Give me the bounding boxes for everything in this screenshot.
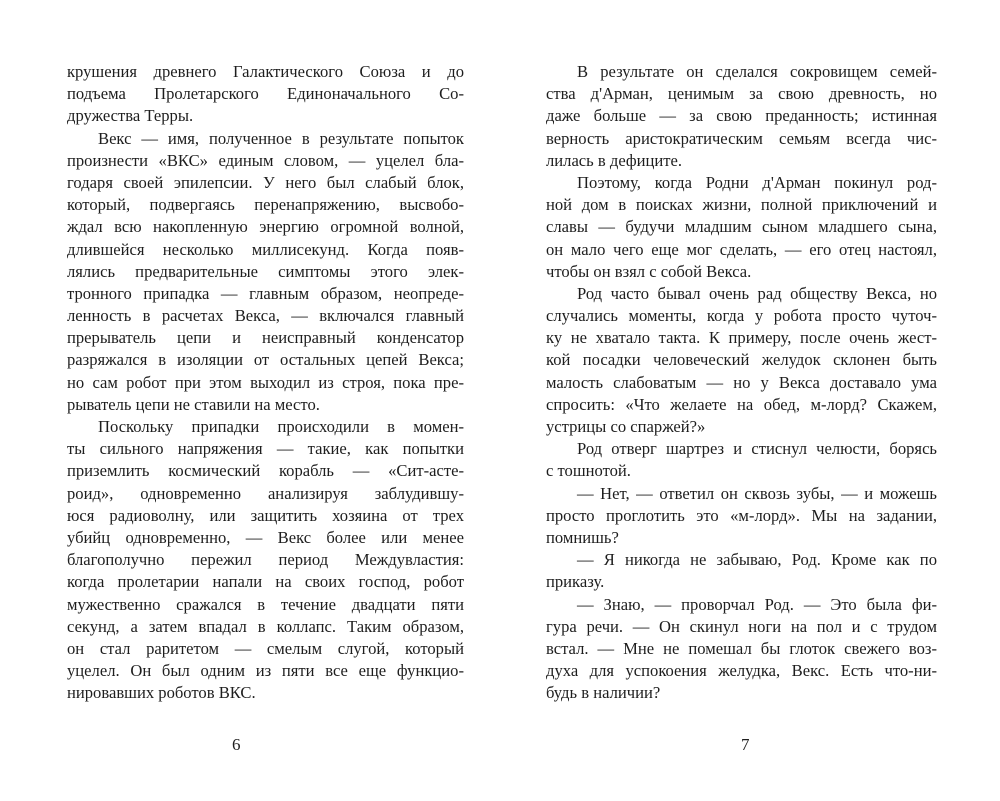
paragraph (67, 128, 464, 416)
text-line: он стал раритетом — смелым слугой, который (67, 638, 464, 658)
text-line: ства д'Арман, ценимым за свою древность, но (546, 84, 937, 104)
paragraph (546, 594, 937, 705)
text-line: ку не хватало такта. К примеру, после очень жест- (546, 328, 937, 348)
text-line: даже больше — за свою преданность; истинная (546, 106, 937, 126)
paragraph (546, 61, 937, 172)
text-line: тронного припадка — главным образом, неопреде- (67, 283, 464, 303)
text-line: Поэтому, когда Родни д'Арман покинул род- (577, 172, 937, 192)
text-line: юся радиоволну, или защитить хозяина от трех (67, 505, 464, 525)
text-line: — Я никогда не забываю, Род. Кроме как по (577, 550, 937, 570)
text-line: с тошнотой. (546, 461, 631, 481)
text-line: устрицы со спаржей?» (546, 417, 706, 436)
text-line: крушения древнего Галактического Союза и до (67, 62, 464, 81)
text-line: приземлить космический корабль — «Сит-асте- (67, 461, 464, 481)
text-line: убийц одновременно, — Векс более или менее (67, 527, 464, 547)
text-line: благополучно пережил период Междувластия: (67, 550, 464, 570)
left-page-text (67, 61, 464, 704)
text-line: славы — будучи младшим сыном младшего сына, (546, 217, 937, 237)
text-line: — Знаю, — проворчал Род. — Это была фи- (577, 594, 937, 614)
text-line: разряжался в изоляции от остальных цепей Векса; (67, 350, 464, 370)
text-line: подъема Пролетарского Единоначального Со- (67, 84, 464, 104)
text-line: роид», одновременно анализируя заблудившу- (67, 483, 464, 503)
text-line: секунд, а затем впадал в коллапс. Таким образом, (67, 616, 464, 636)
text-line: уцелел. Он был одним из пяти все еще функцио- (67, 661, 464, 681)
text-line: ты сильного напряжения — такие, как попытки (67, 439, 464, 459)
text-line: ленность в расчетах Векса, — включался главный (67, 306, 464, 326)
paragraph (546, 483, 937, 550)
paragraph (67, 416, 464, 704)
paragraph (546, 549, 937, 593)
text-line: дружества Терры. (67, 106, 194, 126)
text-line: длившейся несколько миллисекунд. Когда появ- (67, 239, 464, 259)
text-line: годаря своей эпилепсии. У него был слабый блок, (67, 172, 464, 192)
text-line: прерыватель цепи и неисправный конденсатор (67, 328, 464, 348)
right-page-text (546, 61, 937, 704)
text-line: духа для успокоения желудка, Векс. Есть что-ни- (546, 661, 937, 681)
text-line: лилась в дефиците. (546, 150, 683, 170)
text-line: нировавших роботов ВКС. (67, 683, 256, 703)
text-line: рыватель цепи не ставили на место. (67, 394, 320, 414)
text-line: встал. — Мне не помешал бы глоток свежего воз- (546, 638, 937, 658)
text-line: кой посадки человеческий желудок склонен быть (546, 350, 937, 370)
text-line: гура речи. — Он скинул ноги на пол и с трудом (546, 616, 937, 636)
text-line: мужественно сражался в течение двадцати пяти (67, 594, 464, 614)
text-line: помнишь? (546, 527, 619, 547)
text-line: который, подвергаясь перенапряжению, высвобо- (67, 195, 464, 215)
text-line: будь в наличии? (546, 683, 661, 703)
text-line: чтобы он взял с собой Векса. (546, 261, 752, 281)
text-line: Род часто бывал очень рад обществу Векса, но (577, 283, 937, 303)
page-number-left: 6 (232, 735, 241, 754)
page-number-right: 7 (741, 735, 750, 754)
text-line: случались моменты, когда у робота просто чуточ- (546, 306, 937, 326)
text-line: Векс — имя, полученное в результате попыток (98, 128, 464, 148)
paragraph (546, 283, 937, 438)
paragraph (546, 172, 937, 283)
text-line: когда пролетарии напали на своих господ, робот (67, 572, 464, 592)
text-line: В результате он сделался сокровищем семей- (577, 62, 937, 81)
text-line: верность аристократическим семьям всегда чис- (546, 128, 937, 148)
text-line: просто проглотить это «м-лорд». Мы на задании, (546, 505, 937, 525)
text-line: но сам робот при этом выходил из строя, пока пре- (67, 372, 464, 392)
text-line: Поскольку припадки происходили в момен- (98, 417, 464, 436)
text-line: Род отверг шартрез и стиснул челюсти, борясь (577, 439, 937, 459)
text-line: — Нет, — ответил он сквозь зубы, — и можешь (577, 483, 937, 503)
text-line: приказу. (546, 572, 605, 592)
text-line: ждал всю накопленную энергию огромной волной, (67, 217, 464, 237)
paragraph (67, 61, 464, 128)
text-line: ной дом в поисках жизни, полной приключений и (546, 195, 937, 215)
text-line: он мало чего еще мог сделать, — его отец настоял, (546, 239, 937, 259)
text-line: лялись предварительные симптомы этого элек- (67, 261, 464, 281)
text-line: произнести «ВКС» единым словом, — уцелел бла- (67, 150, 464, 170)
paragraph (546, 438, 937, 482)
text-line: малость слабоватым — но у Векса доставало ума (546, 372, 937, 392)
text-line: спросить: «Что желаете на обед, м-лорд? Скажем, (546, 394, 937, 414)
